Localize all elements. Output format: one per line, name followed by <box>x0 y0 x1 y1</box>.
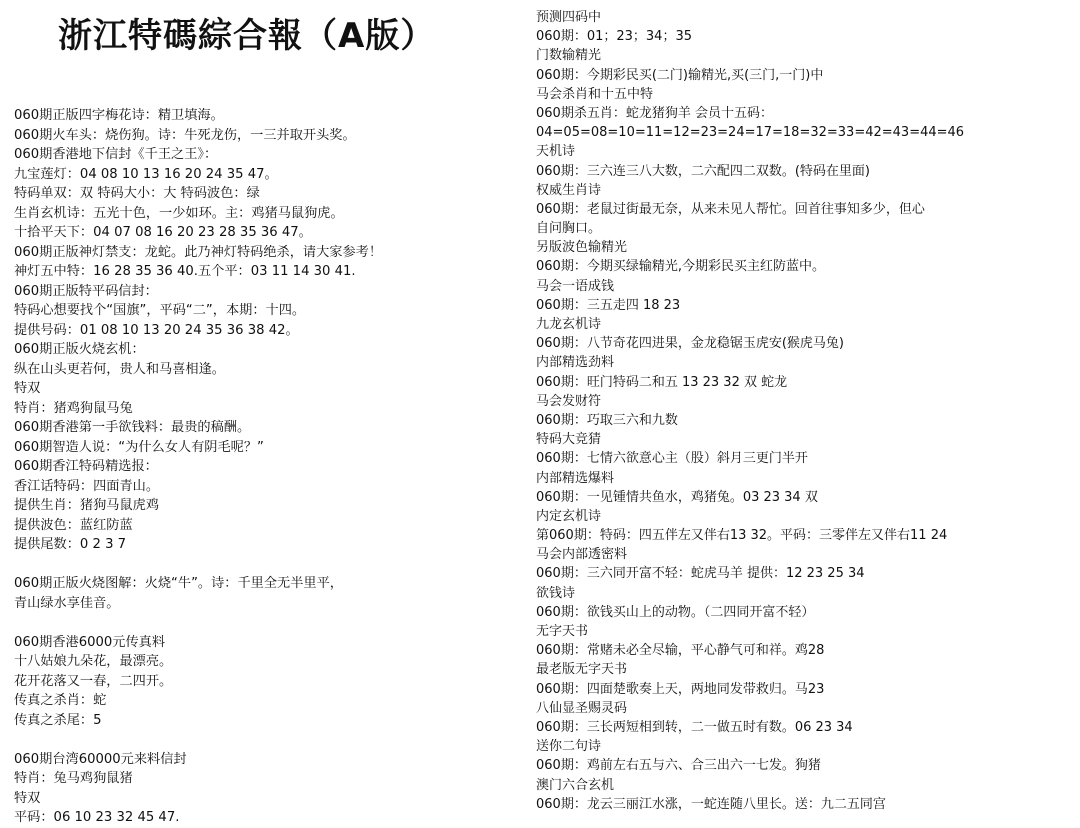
left-text-line: 传真之杀肖：蛇 <box>14 693 107 708</box>
right-text-line: 060期：今期彩民买(二门)输精光,买(三门,一门)中 <box>536 67 824 83</box>
right-text-line: 060期：鸡前左右五与六、合三出六一七发。狗猪 <box>536 758 821 774</box>
left-text-line: 060期智造人说：“为什么女人有阴毛呢？” <box>14 439 264 455</box>
right-text-line: 特码大竞猜 <box>536 432 602 448</box>
right-text-line: 欲钱诗 <box>536 585 576 601</box>
right-text-line: 060期：龙云三丽江水涨，一蛇连随八里长。送：九二五同宫 <box>536 796 886 812</box>
right-text-line: 九龙玄机诗 <box>536 317 602 332</box>
right-text-line: 无字天书 <box>536 624 589 639</box>
left-column <box>14 106 519 828</box>
right-text-line: 天机诗 <box>536 144 576 160</box>
right-text-line: 门数输精光 <box>536 48 602 64</box>
left-text-line: 060期台湾60000元来料信封 <box>14 751 187 767</box>
right-text-line: 060期：一见锺情共鱼水，鸡猪兔。03 23 34 双 <box>536 489 818 505</box>
right-text-line: 最老版无字天书 <box>536 662 628 678</box>
right-text-line: 060期：三六同开富不轻：蛇虎马羊 提供：12 23 25 34 <box>536 566 865 582</box>
left-text-line: 花开花落又一春，二四开。 <box>14 673 173 689</box>
left-text-line: 060期正版火烧图解：火烧“牛”。诗：千里全无半里平， <box>14 576 343 591</box>
right-text-line: 马会内部透密料 <box>536 547 628 563</box>
right-text-line: 另版波色输精光 <box>536 240 628 256</box>
left-text-line: 纵在山头更若何，贵人和马喜相逢。 <box>14 361 225 377</box>
right-text-line: 马会一语成钱 <box>536 278 615 294</box>
left-text-line: 生肖玄机诗：五光十色，一少如环。主：鸡猪马鼠狗虎。 <box>14 205 344 221</box>
left-text-line: 特双 <box>14 381 41 396</box>
right-text-line: 04=05=08=10=11=12=23=24=17=18=32=33=42=43=44=46 <box>536 125 965 141</box>
right-text-line: 澳门六合玄机 <box>536 777 615 793</box>
left-text-line: 特肖：兔马鸡狗鼠猪 <box>14 771 133 786</box>
right-text-line: 送你二句诗 <box>536 739 602 755</box>
right-text-line: 060期：巧取三六和九数 <box>536 412 678 428</box>
left-text-line: 060期正版神灯禁支：龙蛇。此乃神灯特码绝杀，请大家参考！ <box>14 244 383 260</box>
right-text-line: 060期：三五走四 18 23 <box>536 297 681 313</box>
left-text-line: 060期香港第一手欲钱料：最贵的稿酬。 <box>14 420 251 435</box>
right-column <box>536 8 1076 814</box>
right-text-line: 060期：三长两短相到转，二一做五时有数。06 23 34 <box>536 719 853 735</box>
right-text-line: 马会杀肖和十五中特 <box>536 86 654 102</box>
left-text-line: 十拾平天下：04 07 08 16 20 23 28 35 36 47。 <box>14 225 312 240</box>
left-text-line: 香江话特码：四面青山。 <box>14 478 160 494</box>
right-text-line: 预测四码中 <box>536 10 602 25</box>
left-text-line <box>14 613 519 633</box>
left-text-line: 060期香港6000元传真料 <box>14 634 166 650</box>
left-text-line: 特双 <box>14 790 41 806</box>
left-text-line: 十八姑娘九朵花，最漂亮。 <box>14 654 173 669</box>
right-text-line: 060期：四面楚歌奏上天，两地同发带救归。马23 <box>536 681 825 697</box>
left-text-line: 青山绿水享佳音。 <box>14 595 120 611</box>
right-text-line: 060期杀五肖：蛇龙猪狗羊 会员十五码： <box>536 105 773 121</box>
left-text-line: 提供生肖：猪狗马鼠虎鸡 <box>14 498 160 513</box>
left-text-line: 平码：06 10 23 32 45 47. <box>14 810 180 825</box>
right-text-line: 060期：欲钱买山上的动物。（二四同开富不轻） <box>536 604 815 620</box>
left-text-line <box>14 730 519 750</box>
left-text-line: 神灯五中特：16 28 35 36 40.五个平：03 11 14 30 41. <box>14 264 356 279</box>
left-text-line: 传真之杀尾：5 <box>14 712 102 728</box>
left-text-line: 提供尾数：0 2 3 7 <box>14 537 127 552</box>
left-text-line: 特肖：猪鸡狗鼠马兔 <box>14 400 133 416</box>
right-text-line: 060期：今期买绿输精光,今期彩民买主红防蓝中。 <box>536 259 825 275</box>
left-text-line: 060期火车头：烧伤狗。诗：牛死龙伤，一三并取开头奖。 <box>14 127 356 143</box>
right-text-line: 060期：旺门特码二和五 13 23 32 双 蛇龙 <box>536 374 788 390</box>
right-text-line: 060期：01；23；34；35 <box>536 29 692 45</box>
left-text-line: 提供号码：01 08 10 13 20 24 35 36 38 42。 <box>14 322 299 338</box>
left-text-line: 九宝莲灯：04 08 10 13 16 20 24 35 47。 <box>14 166 278 182</box>
left-text-line <box>14 555 519 575</box>
left-text-line: 060期香江特码精选报： <box>14 459 158 474</box>
right-text-line: 内部精选爆料 <box>536 470 615 486</box>
right-text-line: 060期：常赌未必全尽输，平心静气可和祥。鸡28 <box>536 643 825 659</box>
right-text-line: 内定玄机诗 <box>536 508 602 524</box>
left-text-line: 060期正版四字梅花诗：精卫填海。 <box>14 108 224 123</box>
left-text-line: 特码单双：双 特码大小：大 特码波色：绿 <box>14 186 260 201</box>
left-text-line: 060期香港地下信封《千王之王》： <box>14 147 218 162</box>
right-text-line: 自问胸口。 <box>536 221 602 237</box>
right-text-line: 八仙显圣赐灵码 <box>536 700 628 716</box>
left-text-line: 提供波色：蓝红防蓝 <box>14 517 133 533</box>
right-text-line: 内部精选劲料 <box>536 355 615 371</box>
right-text-line: 第060期：特码：四五伴左又伴右13 32。平码：三零伴左又伴右11 24 <box>536 528 948 544</box>
left-text-line: 060期正版特平码信封： <box>14 283 158 299</box>
left-text-line: 特码心想要找个“国旗”，平码“二”，本期：十四。 <box>14 303 306 318</box>
right-text-line: 马会发财符 <box>536 393 602 409</box>
right-text-line: 权威生肖诗 <box>536 182 602 198</box>
right-text-line: 060期：八节奇花四进果，金龙稳锯玉虎安(猴虎马兔) <box>536 336 844 352</box>
right-text-line: 060期：三六连三八大数，二六配四二双数。(特码在里面) <box>536 163 870 179</box>
page-title: 浙江特碼綜合報（A版） <box>58 16 436 56</box>
left-text-line: 060期正版火烧玄机： <box>14 342 145 357</box>
right-text-line: 060期：七情六欲意心主（股）斜月三更门半开 <box>536 451 808 467</box>
right-text-line: 060期：老鼠过街最无奈，从来未见人帮忙。回首往事知多少，但心 <box>536 201 925 217</box>
